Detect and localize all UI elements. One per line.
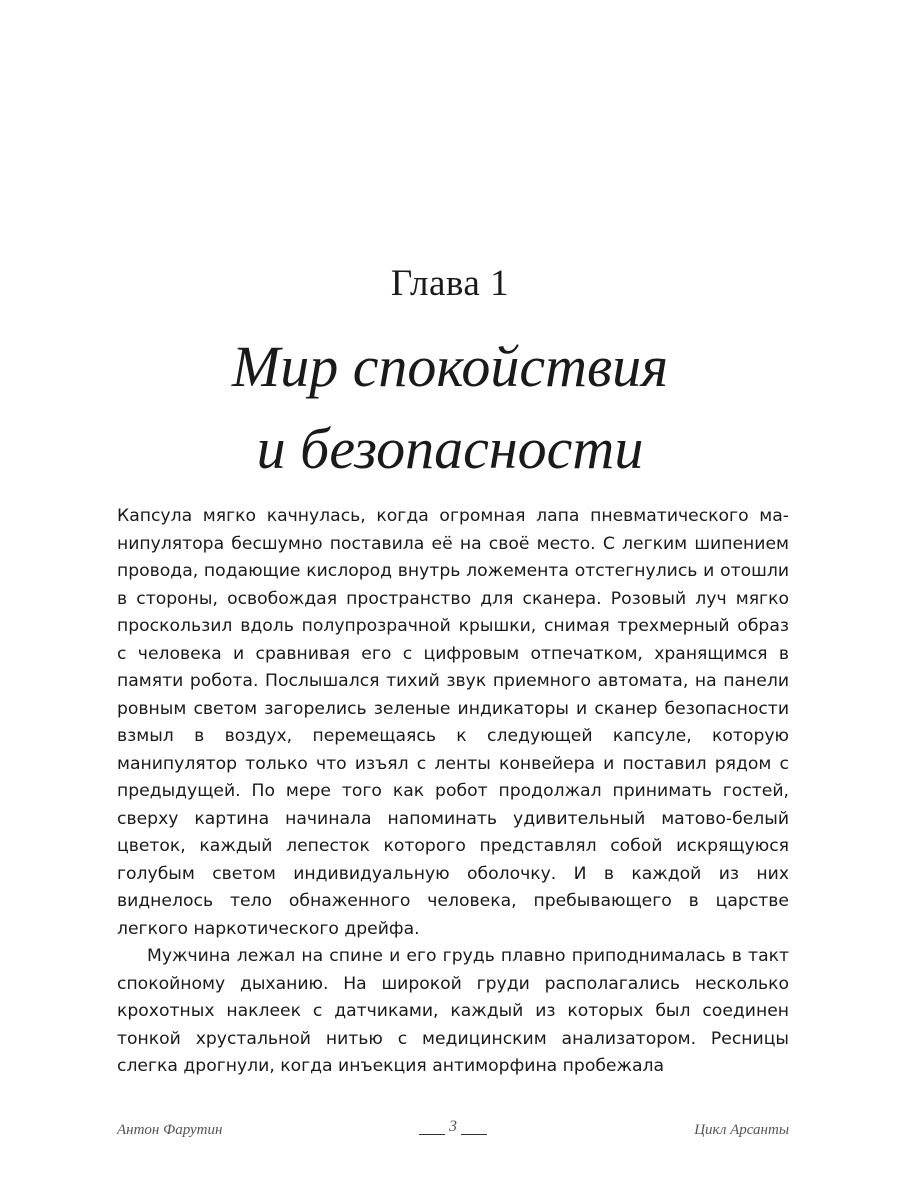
chapter-title-line-1: Мир спокойствия [231, 334, 669, 399]
paragraph-1: Капсула мягко качнулась, когда огромная лапа пневматического манипулятора бесшумно поставила её на своё место. С легким шипением провода, подающие кислород внутрь ложемента отстегнулись и отошли в стороны, освобождая пространство для сканера. Розовый луч мягко проскользил вдоль полупрозрачной крышки, снимая трехмерный образ с человека и сравнивая его с цифровым отпечатком, хранящимся в памяти робота. Послышался тихий звук приемного автомата, на панели ровным светом загорелись зеленые индикаторы и сканер безопасности взмыл в воздух, перемещаясь к следующей капсуле, которую манипулятор только что изъял с ленты конвейера и поставил рядом с предыдущей. По мере того как робот продолжал принимать гостей, сверху картина начинала напоминать удивительный матово-белый цветок, каждый лепесток которого представлял собой искрящуюся голубым светом индивидуальную оболочку. И в каждой из них виднелось тело обнаженного человека, пребывающего в царстве легкого наркотического дрейфа. [117, 506, 789, 939]
page-number: 3 [449, 1118, 457, 1135]
page-footer [117, 1118, 789, 1148]
footer-author: Антон Фарутин [117, 1122, 223, 1138]
page-number-rule-right [461, 1118, 487, 1135]
chapter-title [0, 326, 900, 490]
footer-page-number-group [117, 1118, 789, 1136]
paragraph-2: Мужчина лежал на спине и его грудь плавно приподнималась в такт спокойному дыханию. На широкой груди располагались несколько крохотных наклеек с датчиками, каждый из которых был соединен тонкой хрустальной нитью с медицинским анализатором. Ресницы слегка дрогнули, когда инъекция антиморфина пробежала [117, 946, 789, 1076]
page-number-rule-left [419, 1118, 445, 1135]
body-text [117, 503, 789, 1081]
chapter-number: Глава 1 [390, 263, 510, 304]
footer-series: Цикл Арсанты [694, 1122, 789, 1138]
chapter-title-line-2: и безопасности [256, 416, 644, 481]
